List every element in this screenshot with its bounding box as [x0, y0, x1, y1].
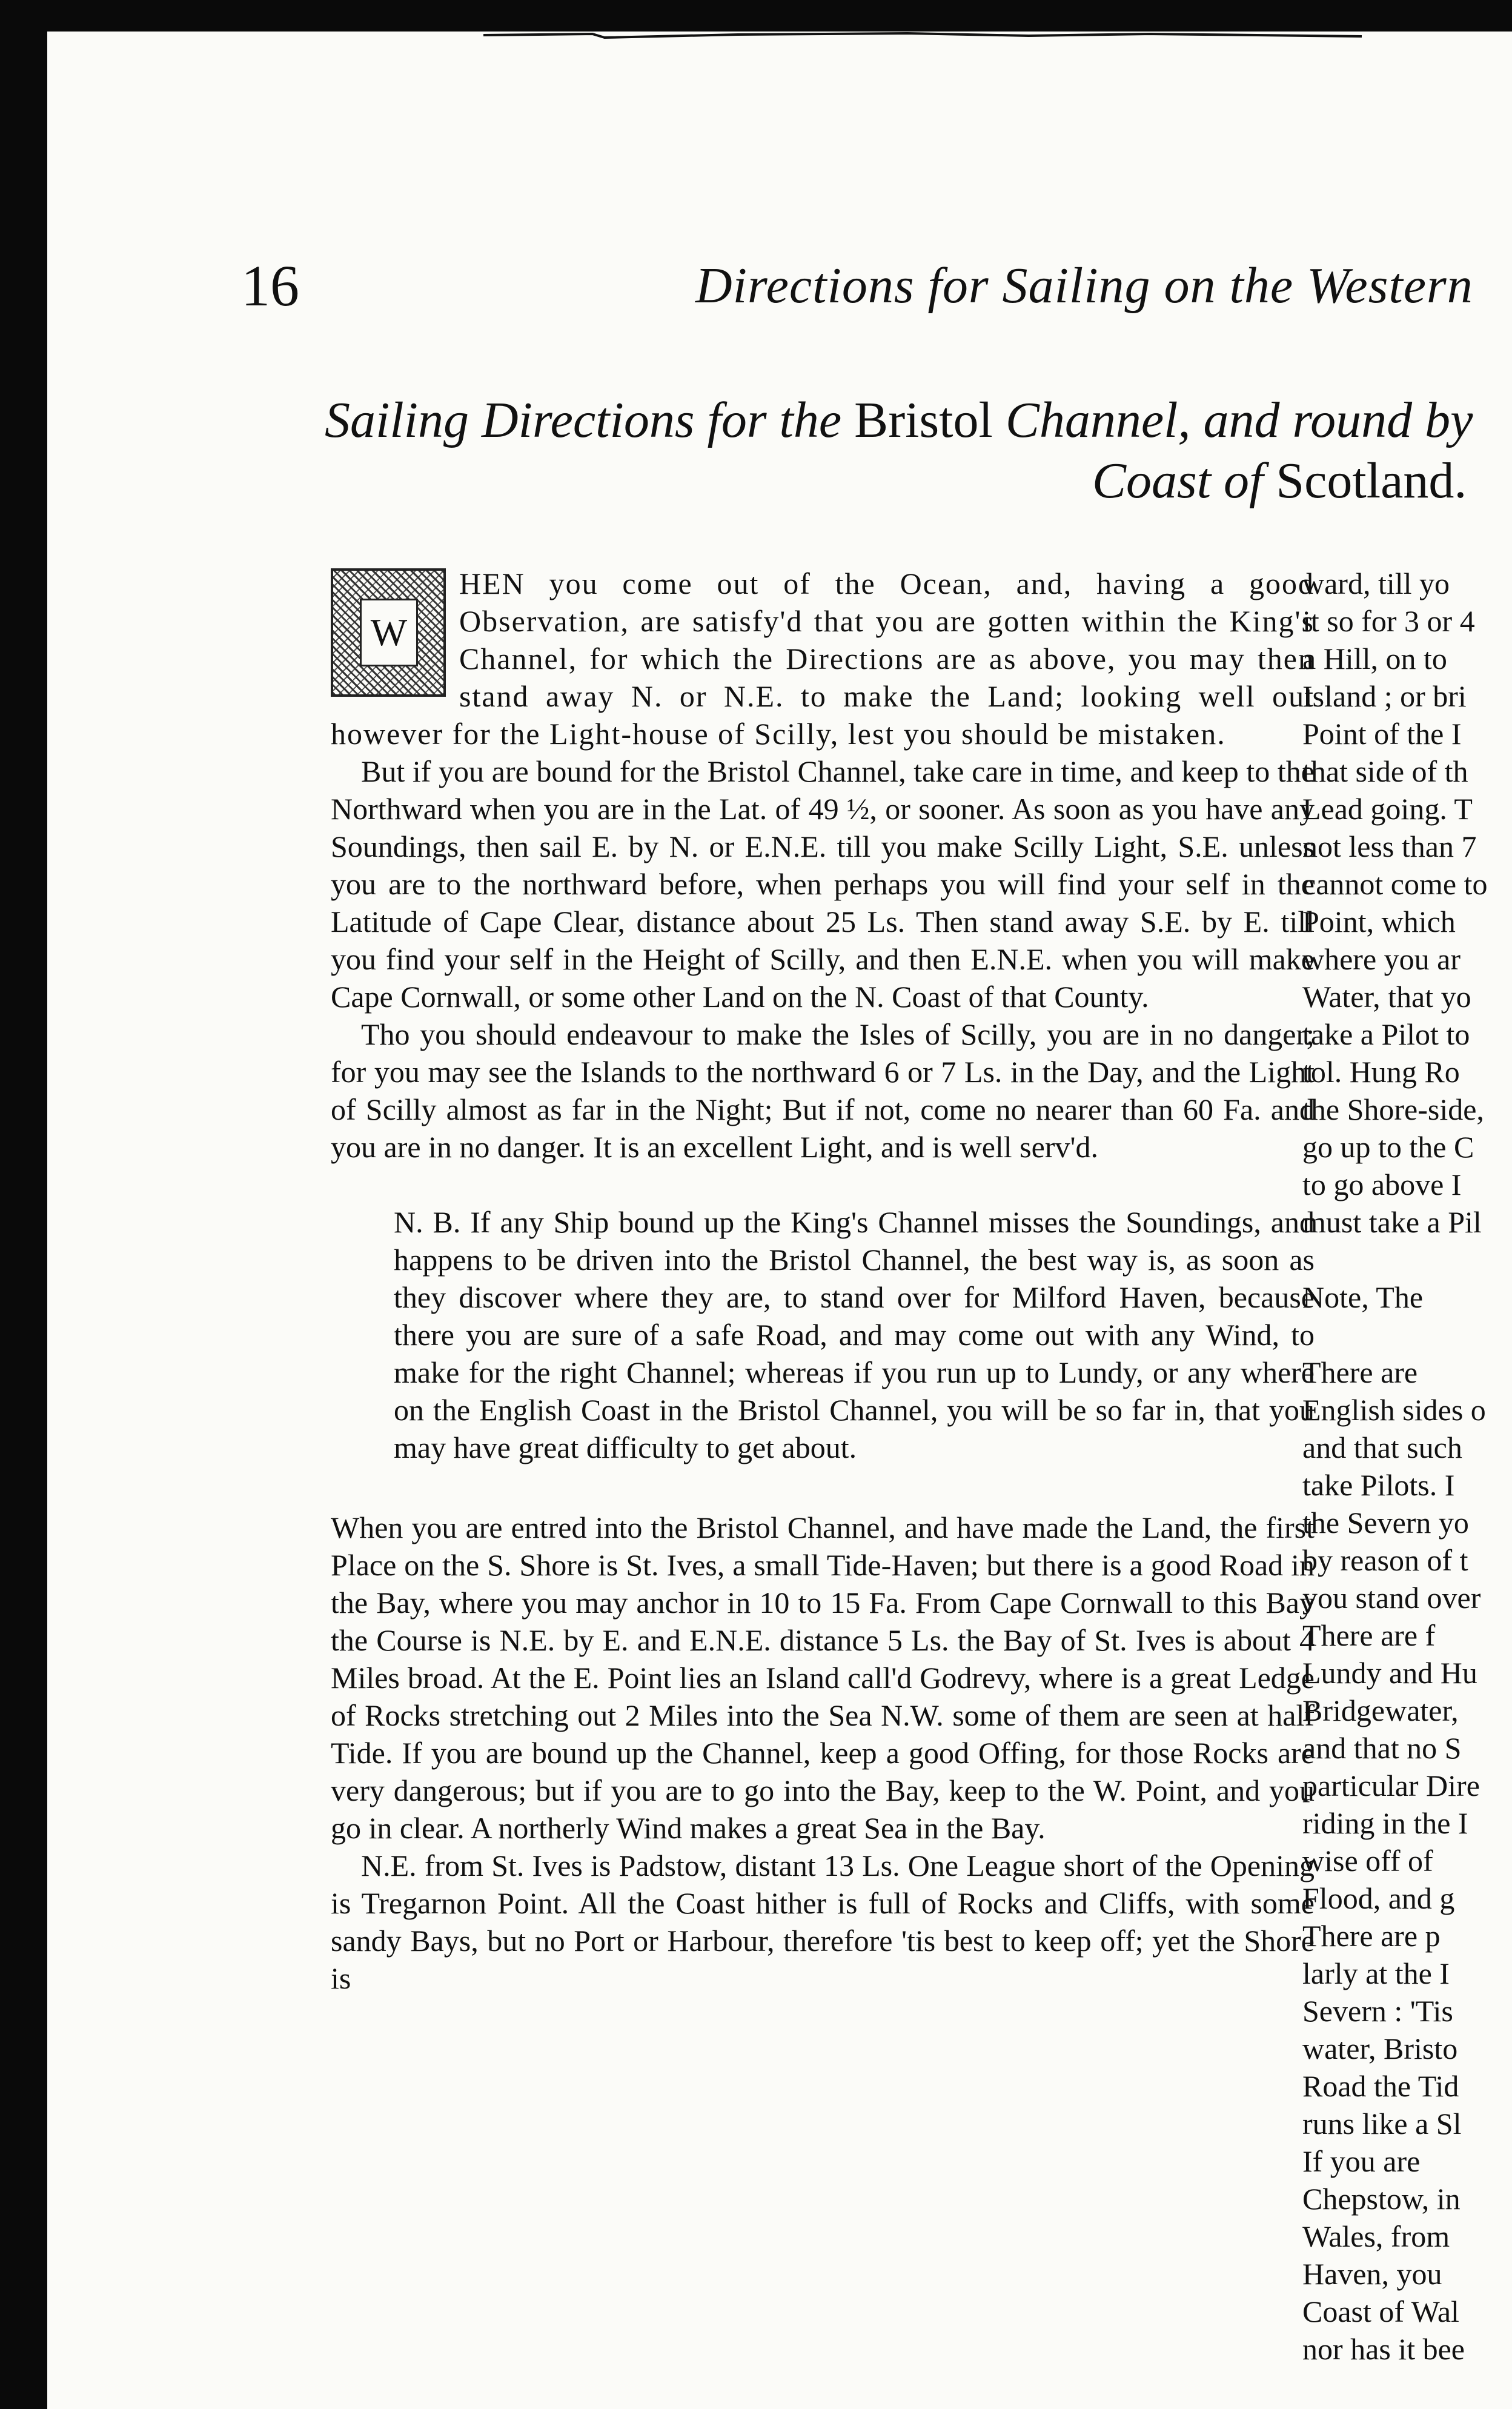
right-column-line: the Shore-side, [1302, 1092, 1484, 1126]
right-column-line: to go above I [1302, 1168, 1462, 1201]
title-part: Sailing Directions for the [325, 392, 855, 448]
paragraph: N.E. from St. Ives is Padstow, distant 13 Ls. One League short of the Opening is Tregarnon Point. All the Coast hither is full of Rocks and Cliffs, with some sandy Bays, but no Port or Harbour, therefore 'tis best to keep off; yet the Shore is [331, 1849, 1315, 1995]
right-column-line: nor has it bee [1302, 2332, 1465, 2366]
right-column-line: particular Dire [1302, 1769, 1480, 1803]
right-column-line: Haven, you [1302, 2257, 1442, 2291]
right-column-line: not less than 7 [1302, 829, 1477, 863]
right-column-line: that side of th [1302, 754, 1468, 788]
title-part: Scotland. [1276, 453, 1467, 509]
right-column-line: tol. Hung Ro [1302, 1055, 1460, 1089]
right-column-line: take a Pilot to [1302, 1017, 1470, 1051]
right-column-line: ward, till yo [1302, 567, 1450, 600]
paragraph: Tho you should endeavour to make the Isles of Scilly, you are in no danger; for you may see the Islands to the northward 6 or 7 Ls. in the Day, and the Light of Scilly almost as far in the Night; But if not, come no nearer than 60 Fa. and you are in no danger. It is an excellent Light, and is well serv'd. [331, 1017, 1315, 1164]
top-ornament-rule [483, 32, 1362, 40]
title-part: Coast of [1092, 453, 1276, 509]
right-column-line: Wales, from [1302, 2219, 1450, 2253]
right-column-line: Coast of Wal [1302, 2294, 1459, 2328]
right-column-line: Chepstow, in [1302, 2182, 1461, 2216]
book-page [47, 32, 1512, 2409]
paragraph: But if you are bound for the Bristol Channel, take care in time, and keep to the Northward when you are in the Lat. of 49 ½, or sooner. As soon as you have any Soundings, then sail E. by N. or E.N.E. till you make Scilly Light, S.E. unless you are to the northward before, when perhaps you will find your self in the Latitude of Cape Clear, distance about 25 Ls. Then stand away S.E. by E. till you find your self in the Height of Scilly, and then E.N.E. when you will make Cape Cornwall, or some other Land on the N. Coast of that County. [331, 754, 1315, 1014]
right-column-line: Note, The [1302, 1280, 1424, 1314]
section-title-line-2 [1092, 453, 1467, 509]
nota-bene-paragraph: N. B. If any Ship bound up the King's Channel misses the Soundings, and happens to be driven into the Bristol Channel, the best way is, as soon as they discover where they are, to stand over for Milford Haven, because there you are sure of a safe Road, and may come out with any Wind, to make for the right Channel; whereas if you run up to Lundy, or any where on the English Coast in the Bristol Channel, you will be so far in, that you may have great difficulty to get about. [394, 1205, 1315, 1464]
right-column-line: Road the Tid [1302, 2069, 1459, 2103]
right-column-line: English sides o [1302, 1393, 1486, 1427]
right-column-line: There are f [1302, 1618, 1436, 1652]
right-column-line: Lundy and Hu [1302, 1656, 1477, 1690]
right-column-line: Flood, and g [1302, 1881, 1455, 1915]
paragraph: When you are entred into the Bristol Channel, and have made the Land, the first Place on the S. Shore is St. Ives, a small Tide-Haven; but there is a good Road in the Bay, where you may anchor in 10 to 15 Fa. From Cape Cornwall to this Bay the Course is N.E. by E. and E.N.E. distance 5 Ls. the Bay of St. Ives is about 4 Miles broad. At the E. Point lies an Island call'd Godrevy, where is a great Ledge of Rocks stretching out 2 Miles into the Sea N.W. some of them are seen at half Tide. If you are bound up the Channel, keep a good Offing, for those Rocks are very dangerous; but if you are to go into the Bay, keep to the W. Point, and you go in clear. A northerly Wind makes a great Sea in the Bay. [331, 1510, 1315, 1845]
right-column-line: There are [1302, 1355, 1418, 1389]
right-column-line: it so for 3 or 4 [1302, 604, 1475, 638]
paragraph: HEN you come out of the Ocean, and, having a good Observation, are satisfy'd that you are gotten within the King's Channel, for which the Directions are as above, you may then stand away N. or N.E. to make the Land; looking well out however for the Light-house of Scilly, lest you should be mistaken. [331, 567, 1315, 751]
left-text-column [331, 565, 1315, 1997]
section-title-line-1 [325, 392, 1473, 448]
right-column-line: Point, which [1302, 905, 1456, 939]
page-number: 16 [241, 253, 299, 318]
right-column-line: Island ; or bri [1302, 679, 1467, 713]
right-column-line: riding in the I [1302, 1806, 1468, 1840]
right-column-line: There are p [1302, 1919, 1441, 1953]
right-column-line: you stand over [1302, 1581, 1481, 1615]
right-column-line: by reason of t [1302, 1543, 1468, 1577]
title-part: Bristol [854, 392, 993, 448]
right-column-line: runs like a Sl [1302, 2107, 1462, 2141]
right-column-line: and that no S [1302, 1731, 1462, 1765]
right-column-line [1302, 1241, 1512, 1278]
right-column-line: Water, that yo [1302, 980, 1471, 1014]
right-column-line: the Severn yo [1302, 1506, 1469, 1540]
right-column-line: take Pilots. I [1302, 1468, 1455, 1502]
right-column-line [1302, 1316, 1512, 1354]
right-column-line: larly at the I [1302, 1956, 1450, 1990]
running-head: Directions for Sailing on the Western [695, 258, 1473, 314]
right-column-line: Point of the I [1302, 717, 1462, 751]
right-column-line: go up to the C [1302, 1130, 1474, 1164]
ornamental-drop-cap [331, 568, 446, 697]
right-text-column-cropped [1302, 565, 1512, 2368]
right-column-line: Severn : 'Tis [1302, 1994, 1453, 2028]
right-column-line: water, Bristo [1302, 2032, 1458, 2065]
right-column-line: Lead going. T [1302, 792, 1473, 826]
right-column-line: where you ar [1302, 942, 1461, 976]
right-column-line: must take a Pil [1302, 1205, 1482, 1239]
right-column-line: cannot come to [1302, 867, 1488, 901]
right-column-line: a Hill, on to [1302, 642, 1447, 676]
right-column-line: and that such [1302, 1430, 1462, 1464]
title-part: Channel, and round by [992, 392, 1473, 448]
right-column-line: wise off of [1302, 1844, 1433, 1878]
right-column-line: Bridgewater, [1302, 1693, 1459, 1727]
drop-cap-letter: W [360, 599, 418, 666]
right-column-line: If you are [1302, 2144, 1421, 2178]
